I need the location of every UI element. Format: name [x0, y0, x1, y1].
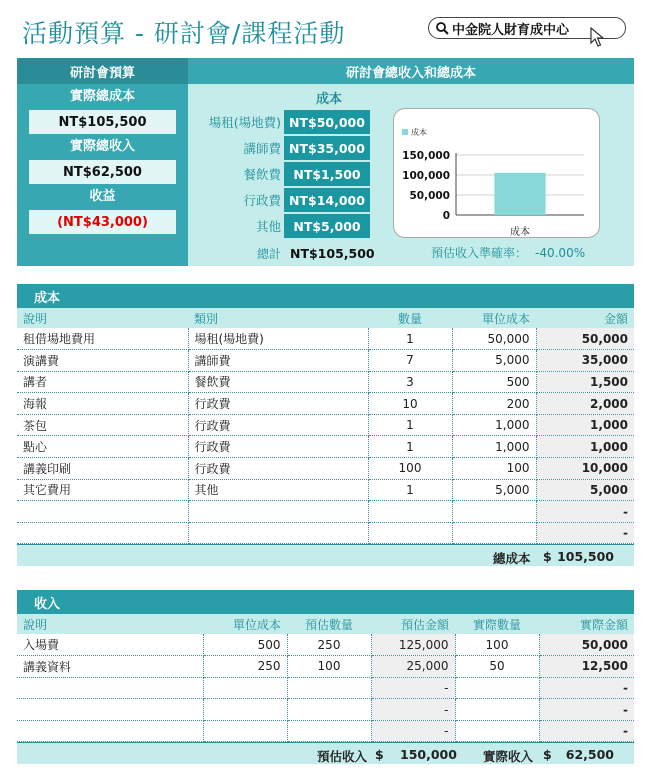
cell-qty[interactable]: 1	[368, 328, 452, 350]
budget-summary-title: 研討會預算	[17, 58, 188, 84]
cost-heading: 成本	[315, 92, 342, 107]
income-table-row[interactable]	[17, 720, 634, 742]
cell-amount[interactable]: 2,000	[536, 393, 634, 415]
total-income-label: 實際總收入	[69, 139, 135, 154]
cost-item-value: NT$1,500	[284, 162, 370, 186]
col-est-qty: 預估數量	[287, 614, 371, 634]
legend-swatch	[402, 129, 408, 135]
cost-item	[188, 110, 372, 134]
col-desc: 說明	[17, 614, 203, 634]
col-act-amount: 實際金額	[539, 614, 634, 634]
cost-table-row[interactable]	[17, 522, 634, 544]
cost-table-row[interactable]	[17, 458, 634, 480]
est-income-footer-value: 150,000	[400, 747, 457, 763]
search-text: 中金院人財育成中心	[452, 22, 570, 38]
cell-unit-cost[interactable]: 1,000	[452, 414, 536, 436]
cost-item-label: 場租(場地費)	[208, 115, 281, 130]
cell-category[interactable]: 餐飲費	[188, 371, 368, 393]
cost-item	[188, 162, 372, 186]
cell-est-qty[interactable]	[287, 677, 371, 699]
total-cost-value: NT$105,500	[29, 110, 176, 134]
cell-desc[interactable]	[17, 720, 203, 742]
income-table-row[interactable]	[17, 634, 634, 656]
act-income-footer-currency: $	[543, 747, 552, 763]
cost-table-row[interactable]	[17, 501, 634, 523]
cost-item-value: NT$50,000	[284, 110, 370, 134]
cell-unit-cost[interactable]	[452, 501, 536, 523]
total-cost-footer-currency: $	[543, 549, 552, 565]
cell-qty[interactable]: 1	[368, 436, 452, 458]
bar-cost	[494, 173, 545, 215]
cell-est-qty[interactable]: 250	[287, 634, 371, 656]
col-qty: 數量	[368, 308, 452, 328]
search-icon	[435, 21, 449, 35]
cost-item	[188, 214, 372, 238]
income-cost-title: 研討會總收入和總成本	[188, 58, 634, 84]
cost-total-value: NT$105,500	[290, 245, 375, 261]
cell-est-amount[interactable]: 25,000	[371, 656, 455, 678]
cell-unit-cost[interactable]: 1,000	[452, 436, 536, 458]
cell-est-qty[interactable]: 100	[287, 656, 371, 678]
cost-table-row[interactable]	[17, 414, 634, 436]
cell-est-amount[interactable]: -	[371, 677, 455, 699]
cost-table-row[interactable]	[17, 393, 634, 415]
cell-qty[interactable]: 10	[368, 393, 452, 415]
income-table-row[interactable]	[17, 656, 634, 678]
cost-table-header	[17, 308, 634, 328]
cell-est-amount[interactable]: 125,000	[371, 634, 455, 656]
cell-desc[interactable]	[17, 501, 188, 523]
cost-table-row[interactable]	[17, 479, 634, 501]
cost-table-footer	[17, 544, 634, 566]
income-table-row[interactable]	[17, 677, 634, 699]
cost-item-value: NT$14,000	[284, 188, 370, 212]
income-table-row[interactable]	[17, 699, 634, 721]
cost-total	[188, 243, 388, 263]
cell-category[interactable]	[188, 501, 368, 523]
cell-amount[interactable]: 5,000	[536, 479, 634, 501]
cell-unit-cost[interactable]: 500	[452, 371, 536, 393]
cost-item-label: 其他	[255, 219, 281, 234]
legend-label: 成本	[411, 128, 427, 137]
cost-table-title: 成本	[17, 284, 634, 308]
cell-unit-cost[interactable]: 500	[203, 634, 287, 656]
cell-desc[interactable]: 海報	[17, 393, 188, 415]
cell-act-qty[interactable]	[455, 699, 539, 721]
cell-est-amount[interactable]: -	[371, 699, 455, 721]
total-cost-footer-label: 總成本	[493, 551, 531, 567]
est-income-footer-currency: $	[375, 747, 384, 763]
cost-item-label: 餐飲費	[243, 167, 281, 182]
cost-table	[17, 284, 634, 566]
cell-desc[interactable]	[17, 699, 203, 721]
cell-amount[interactable]: -	[536, 522, 634, 544]
income-table	[17, 590, 634, 764]
cell-category[interactable]: 其他	[188, 479, 368, 501]
cell-desc[interactable]: 茶包	[17, 414, 188, 436]
cell-qty[interactable]: 3	[368, 371, 452, 393]
cell-act-qty[interactable]: 100	[455, 634, 539, 656]
cell-qty[interactable]	[368, 522, 452, 544]
cell-amount[interactable]: 10,000	[536, 458, 634, 480]
cell-amount[interactable]: 1,000	[536, 414, 634, 436]
total-cost-footer-value: 105,500	[557, 549, 614, 565]
cell-act-qty[interactable]	[455, 720, 539, 742]
col-est-amount: 預估金額	[371, 614, 455, 634]
cell-category[interactable]: 場租(場地費)	[188, 328, 368, 350]
cell-est-amount[interactable]: -	[371, 720, 455, 742]
cell-desc[interactable]	[17, 522, 188, 544]
cell-est-qty[interactable]	[287, 699, 371, 721]
cost-item	[188, 188, 372, 212]
cell-unit-cost[interactable]	[203, 699, 287, 721]
cell-category[interactable]	[188, 522, 368, 544]
cell-unit-cost[interactable]: 5,000	[452, 479, 536, 501]
budget-summary	[17, 58, 188, 266]
cell-desc[interactable]: 講義印刷	[17, 458, 188, 480]
income-table-header	[17, 614, 634, 634]
summary-panel	[17, 58, 634, 266]
income-table-footer	[17, 742, 634, 764]
cell-category[interactable]: 行政費	[188, 436, 368, 458]
cell-amount[interactable]: 1,500	[536, 371, 634, 393]
col-unit-cost: 單位成本	[452, 308, 536, 328]
cell-act-qty[interactable]	[455, 677, 539, 699]
cell-qty[interactable]: 7	[368, 350, 452, 372]
cell-act-qty[interactable]: 50	[455, 656, 539, 678]
col-unit-cost: 單位成本	[203, 614, 287, 634]
col-desc: 說明	[17, 308, 188, 328]
cell-category[interactable]: 講師費	[188, 350, 368, 372]
income-accuracy	[431, 244, 585, 261]
cell-desc[interactable]: 講義資料	[17, 656, 203, 678]
cost-table-row[interactable]	[17, 350, 634, 372]
cost-chart-svg	[394, 109, 601, 239]
col-category: 類別	[188, 308, 368, 328]
cell-category[interactable]: 行政費	[188, 393, 368, 415]
cell-category[interactable]: 行政費	[188, 414, 368, 436]
income-table-title: 收入	[17, 590, 634, 614]
cell-act-amount[interactable]: 50,000	[539, 634, 634, 656]
cell-desc[interactable]: 租借場地費用	[17, 328, 188, 350]
cost-table-row[interactable]	[17, 371, 634, 393]
cost-item-label: 講師費	[243, 141, 281, 156]
cost-chart[interactable]	[393, 108, 600, 238]
cell-act-amount[interactable]: -	[539, 720, 634, 742]
total-cost-label: 實際總成本	[69, 89, 135, 104]
y-tick-label: 100,000	[402, 170, 450, 182]
cell-qty[interactable]	[368, 501, 452, 523]
y-tick-label: 0	[442, 210, 450, 222]
cell-desc[interactable]: 點心	[17, 436, 188, 458]
cost-table-row[interactable]	[17, 436, 634, 458]
cost-table-row[interactable]	[17, 328, 634, 350]
col-amount: 金額	[536, 308, 634, 328]
cell-act-amount[interactable]: -	[539, 699, 634, 721]
cell-unit-cost[interactable]: 100	[452, 458, 536, 480]
cell-qty[interactable]: 100	[368, 458, 452, 480]
accuracy-label: 預估收入準確率：	[431, 246, 528, 260]
cell-unit-cost[interactable]	[452, 522, 536, 544]
cell-unit-cost[interactable]: 250	[203, 656, 287, 678]
cost-item-label: 行政費	[243, 193, 281, 208]
cell-desc[interactable]: 演講費	[17, 350, 188, 372]
cost-total-label: 總計	[256, 246, 281, 261]
cell-qty[interactable]: 1	[368, 479, 452, 501]
act-income-footer-value: 62,500	[565, 747, 614, 763]
act-income-footer-label: 實際收入	[483, 749, 534, 765]
cell-est-qty[interactable]	[287, 720, 371, 742]
col-act-qty: 實際數量	[455, 614, 539, 634]
cell-desc[interactable]: 其它費用	[17, 479, 188, 501]
profit-value: (NT$43,000)	[29, 210, 176, 234]
cell-amount[interactable]: 50,000	[536, 328, 634, 350]
cell-unit-cost[interactable]: 200	[452, 393, 536, 415]
cell-amount[interactable]: -	[536, 501, 634, 523]
cell-act-amount[interactable]: -	[539, 677, 634, 699]
profit-label: 收益	[89, 189, 116, 204]
cell-desc[interactable]	[17, 677, 203, 699]
cell-amount[interactable]: 1,000	[536, 436, 634, 458]
cursor-icon	[590, 27, 606, 47]
y-tick-label: 150,000	[402, 150, 450, 162]
cell-category[interactable]: 行政費	[188, 458, 368, 480]
est-income-footer-label: 預估收入	[317, 749, 368, 765]
cost-item-value: NT$5,000	[284, 214, 370, 238]
cell-desc[interactable]: 講者	[17, 371, 188, 393]
page-title: 活動預算 - 研討會/課程活動	[22, 19, 346, 48]
cell-act-amount[interactable]: 12,500	[539, 656, 634, 678]
cell-unit-cost[interactable]	[203, 720, 287, 742]
cell-qty[interactable]: 1	[368, 414, 452, 436]
cell-amount[interactable]: 35,000	[536, 350, 634, 372]
y-tick-label: 50,000	[409, 190, 450, 202]
cost-item	[188, 136, 372, 160]
cell-unit-cost[interactable]: 50,000	[452, 328, 536, 350]
cell-desc[interactable]: 入場費	[17, 634, 203, 656]
accuracy-value: -40.00%	[535, 246, 586, 260]
total-income-value: NT$62,500	[29, 160, 176, 184]
cell-unit-cost[interactable]: 5,000	[452, 350, 536, 372]
x-tick-label: 成本	[510, 227, 530, 238]
cost-item-value: NT$35,000	[284, 136, 370, 160]
cell-unit-cost[interactable]	[203, 677, 287, 699]
